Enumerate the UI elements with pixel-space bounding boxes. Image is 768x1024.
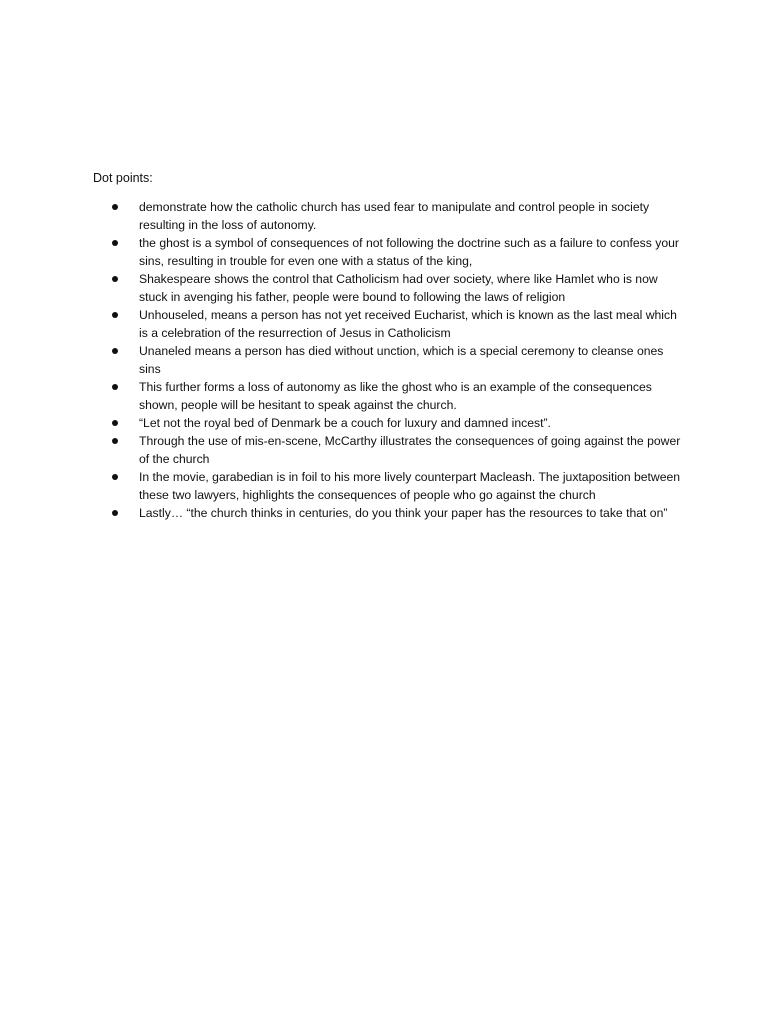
bullet-list xyxy=(108,198,688,522)
list-item-text: Lastly… “the church thinks in centuries, do you think your paper has the resources to take that on” xyxy=(139,506,668,520)
bullet-icon xyxy=(112,348,118,354)
list-item-text: “Let not the royal bed of Denmark be a couch for luxury and damned incest”. xyxy=(139,416,551,430)
list-item xyxy=(108,198,688,234)
bullet-icon xyxy=(112,276,118,282)
list-item xyxy=(108,306,688,342)
list-item-text: This further forms a loss of autonomy as like the ghost who is an example of the consequences shown, people will be hesitant to speak against the church. xyxy=(139,380,652,412)
bullet-icon xyxy=(112,240,118,246)
list-item xyxy=(108,414,688,432)
list-item xyxy=(108,378,688,414)
page-heading: Dot points: xyxy=(93,171,153,185)
list-item-text: the ghost is a symbol of consequences of not following the doctrine such as a failure to confess your sins, resulting in trouble for even one with a status of the king, xyxy=(139,236,679,268)
list-item-text: In the movie, garabedian is in foil to his more lively counterpart Macleash. The juxtaposition between these two lawyers, highlights the consequences of people who go against the church xyxy=(139,470,681,502)
bullet-icon xyxy=(112,438,118,444)
list-item-text: Shakespeare shows the control that Catholicism had over society, where like Hamlet who is now stuck in avenging his father, people were bound to following the laws of religion xyxy=(139,272,658,304)
list-item xyxy=(108,432,688,468)
bullet-icon xyxy=(112,204,118,210)
list-item xyxy=(108,342,688,378)
list-item-text: Through the use of mis-en-scene, McCarthy illustrates the consequences of going against the power of the church xyxy=(139,434,681,466)
bullet-icon xyxy=(112,312,118,318)
bullet-icon xyxy=(112,474,118,480)
list-item-text: Unaneled means a person has died without unction, which is a special ceremony to cleanse ones sins xyxy=(139,344,664,376)
bullet-icon xyxy=(112,384,118,390)
list-item-text: Unhouseled, means a person has not yet received Eucharist, which is known as the last meal which is a celebration of the resurrection of Jesus in Catholicism xyxy=(139,308,677,340)
bullet-icon xyxy=(112,510,118,516)
list-item xyxy=(108,270,688,306)
bullet-icon xyxy=(112,420,118,426)
list-item xyxy=(108,234,688,270)
list-item-text: demonstrate how the catholic church has used fear to manipulate and control people in society resulting in the loss of autonomy. xyxy=(139,200,650,232)
list-item xyxy=(108,468,688,504)
list-item xyxy=(108,504,688,522)
